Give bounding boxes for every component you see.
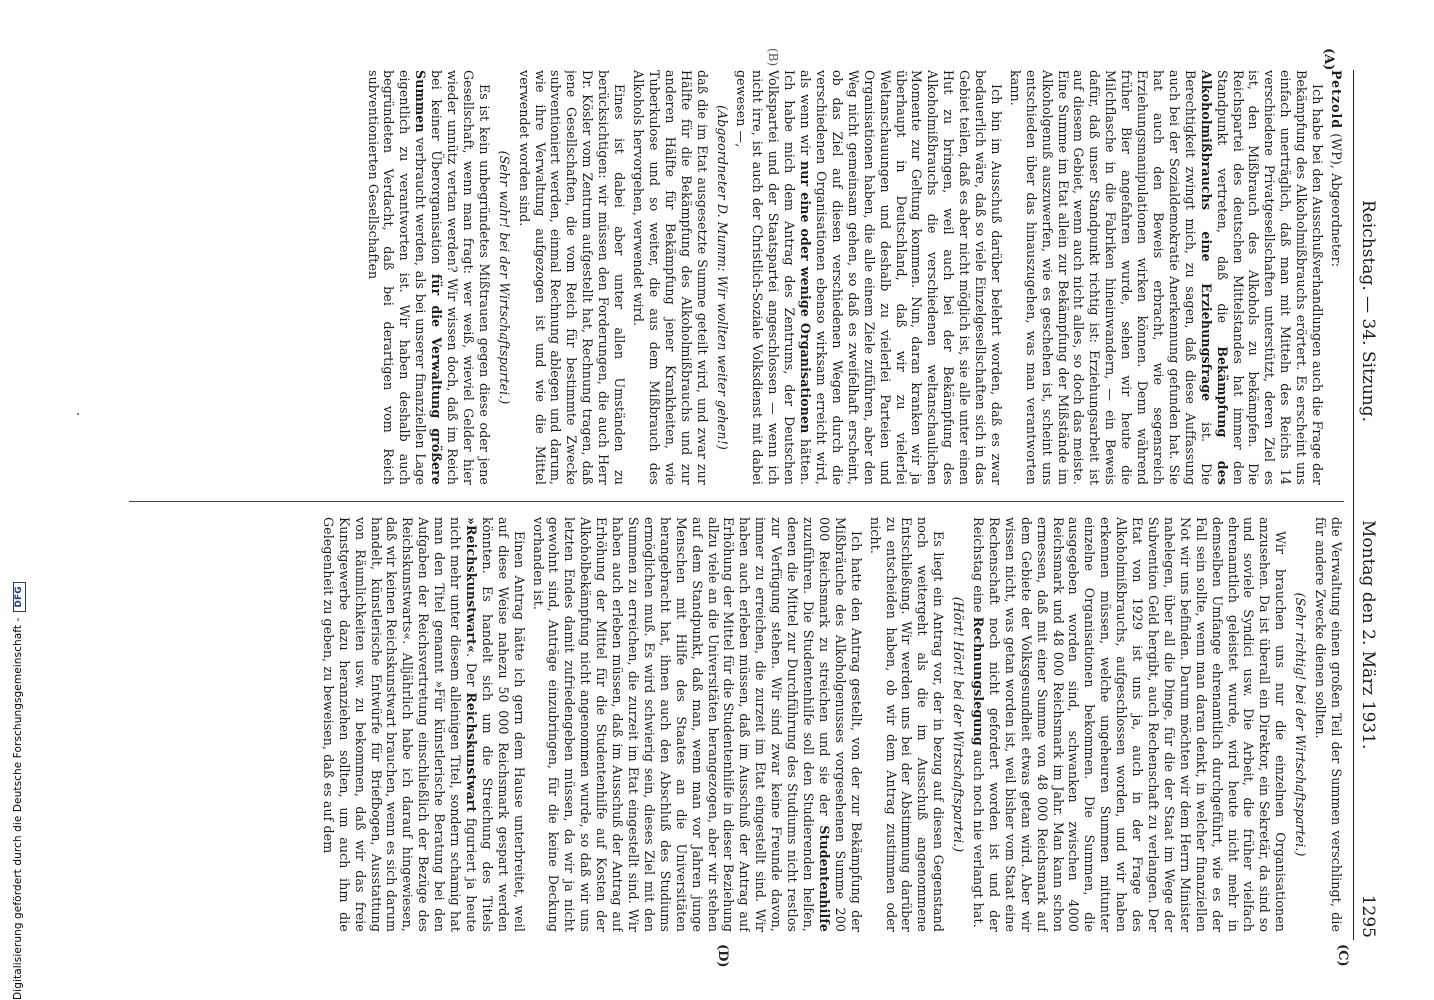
running-header — [1353, 70, 1380, 940]
text-run: auch noch nie verlangt hat. — [971, 749, 987, 928]
header-title: Reichstag. — 34. Sitzung. — [1358, 200, 1378, 423]
text-run: Ich hatte den Antrag gestellt, von der zur Bekämpfung der Mißbräuche des Alkoholgenusses vorgesehenen Summe 200 000 Reichsmark zu streichen und sie der — [816, 517, 864, 932]
left-text-column — [129, 70, 1344, 485]
scan-speck — [77, 413, 79, 415]
right-text-column — [129, 517, 1344, 932]
emphasis-text: Reichskunstwart — [463, 692, 479, 813]
margin-mark-b: (B) — [766, 48, 780, 67]
column-divider — [129, 501, 1344, 502]
interjection: (Sehr richtig! bei der Wirtschaftspartei.) — [1293, 592, 1309, 857]
text-run: verbraucht werden, als bei unserer finanziellen Lage eigentlich zu verantworten ist. Wir haben deshalb auch begründeten Verdacht, daß bei derartigen vom Reich subventionierten Gesellschaften — [365, 70, 429, 485]
rotated-printed-page — [120, 48, 1380, 968]
text-run: Ich habe bei den Ausschußverhandlungen auch die Frage der Bekämpfung des Alkoholmißbrauchs erörtert. Es erscheint uns einfach unerträglich, daß man mit Mitteln des Reichs 14 verschiedene Privatgesellschaften unterstützt, deren Ziel es ist, den Mißbrauch des Alkohols zu bekämpfen. Die Reichspartei des deutschen Mittelstandes hat immer den Standpunkt vertreten, daß die — [1214, 70, 1326, 485]
emphasis-text: Studentenhilfe — [816, 825, 832, 932]
text-run: Es ist kein unbegründetes Mißtrauen gegen diese oder jene Gesellschaft, wenn man fragt: wer weiß, wieviel Gelder hier wieder unnütz vertan werden? Wir wissen doch, daß im Reich bei keiner Überorganisation — [429, 70, 492, 485]
interjection: (Sehr wahr! bei der Wirtschaftspartei.) — [496, 150, 512, 405]
emphasis-text: für die Verwaltung größere Summen — [413, 70, 445, 485]
speech-paragraph — [320, 517, 527, 932]
emphasis-text: »Reichskunstwart« — [463, 517, 479, 654]
speech-paragraph — [365, 70, 492, 485]
header-date: Montag den 2. März 1931. — [1358, 520, 1378, 750]
page-number: 1295 — [1358, 894, 1378, 938]
interjection: (Abgeordneter D. Mumm: Wir wollten weiter gehen!) — [714, 105, 730, 450]
interjection: (Hört! Hört! bei der Wirtschaftspartei.) — [951, 596, 967, 853]
speech-paragraph — [530, 517, 864, 932]
text-run: zuzuführen. Die Studentenhilfe soll den Studierenden helfen, denen die Mittel zur Durchführung des Studiums nicht restlos zur Verfügung stehen. Wir sind zwar keine Freunde davon, immer zu erreichen, die zurzeit im Etat eingestellt sind. Wir haben auch erleben müssen, daß im Ausschuß der Antrag auf Erhöhung der Mittel für die Studentenhilfe in dieser Beziehung allzu viele an die Universitäten herangezogen, aber wir stehen auf dem Standpunkt, daß man, wenn man vor Jahren junge Menschen mit Hilfe des Staates an die Universitäten herangebracht hat, ihnen auch den Abschluß des Studiums ermöglichen muß. Es wird schwierig sein, dieses Ziel mit den Summen zu erreichen, die zurzeit im Etat eingestellt sind. Wir haben auch erleben müssen, daß im Ausschuß der Antrag auf Erhöhung der Mittel für die Studentenhilfe auf Kosten der Alkoholbekämpfung nicht angenommen wurde, so daß wir uns letzten Endes damit zufriedengeben müssen, da wir ja nicht gewohnt sind, Anträge einzubringen, für die keine Deckung vorhanden ist. — [530, 517, 816, 932]
text-run: . Der — [463, 653, 479, 687]
speech-paragraph — [734, 70, 1004, 485]
emphasis-text: Bekämpfung des Alkoholmißbrauchs eine Erziehungsfrage — [1198, 70, 1230, 485]
speech-paragraph — [1328, 70, 1344, 485]
speech-paragraph — [970, 517, 1288, 932]
speech-paragraph: Es liegt ein Antrag vor, der in bezug auf diesen Gegenstand noch weitergeht als die im Ausschuß angenommene Entschließung. Wir werden uns bei der Abstimmung darüber zu entscheiden haben, ob wir dem Antrag zustimmen oder nicht. — [867, 517, 947, 932]
emphasis-text: Rechnungslegung — [971, 616, 987, 746]
speech-paragraph: daß die im Etat ausgesetzte Summe geteilt wird, und zwar zur Hälfte für die Bekämpfung des Alkoholmißbrauchs und zur anderen Hälfte für Bekämpfung jener Krankheiten, wie Tuberkulose und so weiter, die aus dem Mißbrauch des Alkohols hervorgehen, verwendet wird. — [631, 70, 710, 485]
text-run: ist. Die Berechtigkeit zwingt mich, zu sagen, daß diese Auffassung auch bei der Sozialdemokratie Anerkennung gefunden hat. Sie hat auch den Beweis erbracht, wie segensreich Erziehungsmanipulationen wirken können. Denn während früher Bier angefahren wurde, sehen wir heute die Milchflasche in die Fabriken hineinwandern, — ein Beweis dafür, daß unser Standpunkt richtig ist: Erziehungsarbeit ist auf diesem Gebiet, wenn auch nicht alles, so doch das meiste. Eine Summe im Etat allein zur Bekämpfung der Mißstände im Alkoholgenuß auszuwerfen, wie es geschehen ist, scheint uns entschieden über das hinauszugehen, was man verantworten kann. — [1007, 70, 1214, 485]
text-run: hätten. Ich habe mich dem Antrag des Zentrums, der Deutschen Volkspartei und der Staatspartei angeschlossen — wenn ich nicht irre, ist auch der Christlich-Soziale Volksdienst mit dabei gewesen —, — [734, 70, 814, 485]
text-run: Ich bin im Ausschuß darüber belehrt worden, daß es zwar bedauerlich wäre, daß so viele Einzelgesellschaften sich in das Gebiet teilen, daß es aber nicht möglich ist, sie alle unter einen Hut zu bringen, weil auch bei der Bekämpfung des Alkoholmißbrauchs die verschiedenen weltanschaulichen Momente zur Geltung kommen. Nun, daran kranken wir ja überhaupt in Deutschland, daß wir zu vielerlei Weltanschauungen und deshalb zu vielerlei Parteien und Organisationen haben, die alle einem Ziele zuführen, aber den Weg nicht gemeinsam gehen, so daß es zweifelhaft erscheint, ob das Ziel auf diesen verschiedenen Wegen durch die verschiedenen Organisationen ebenso wirksam erreicht wird, als wenn wir — [798, 70, 1004, 485]
margin-mark-d: (D) — [715, 944, 730, 968]
speaker-role: (WP), Abgeordneter: — [1329, 129, 1344, 268]
speech-paragraph — [1007, 70, 1325, 485]
margin-mark-c: (C) — [1335, 944, 1350, 967]
speech-paragraph: Eines ist dabei aber unter allen Umständen zu berücksichtigen: wir müssen den Forderungen, die auch Herr Dr. Kösler vom Zentrum aufgestellt hat, Rechnung tragen, daß jene Gesellschaften, die vom Reich für bestimmte Zwecke subventioniert werden, einmal Rechnung ablegen und darum, wie ihre Verwaltung aufgezogen ist und wie die Mittel verwendet worden sind. — [516, 70, 628, 485]
dfg-logo: DFG — [13, 582, 26, 611]
digitization-credit — [12, 582, 26, 1000]
emphasis-text: nur eine oder wenige Organisationen — [798, 161, 814, 434]
credit-text: Digitalisierung gefördert durch die Deutsche Forschungsgemeinschaft - — [12, 617, 24, 1000]
text-run: Wir brauchen uns nur die einzelnen Organisationen anzusehen. Da ist überall ein Direktor, ein Sekretär, da sind so und soviele Syndici usw. Die Arbeit, die früher vielfach ehrenamtlich geleistet wurde, wird heute nicht mehr in demselben Umfange ehrenamtlich durchgeführt, wie es der Fall sein sollte, wenn man daran denkt, in welcher finanziellen Not wir uns befinden. Darum möchten wir dem Herrn Minister nahelegen, über all die Dinge, für die der Staat im Wege der Subvention Geld hergibt, auch Rechenschaft zu verlangen. Der Etat von 1929 ist uns ja, auch in der Frage des Alkoholmißbrauchs, aufgeschlossen worden, und wir haben erkennen müssen, welche ungeheuren Summen mitunter einzelne Organisationen bekommen. Die Summen, die ausgegeben worden sind, schwanken zwischen 4000 Reichsmark und 48 000 Reichsmark im Jahr. Man kann schon ermessen, daß mit einer Summe von 48 000 Reichsmark auf dem Gebiete der Volksgesundheit etwas getan wird. Aber wir wissen nicht, was getan worden ist, weil bisher vom Staat eine Rechenschaft noch nicht gefordert worden ist und der Reichstag eine — [971, 517, 1289, 932]
text-run: figuriert ja heute nicht mehr unter diesem alleinigen Titel, sondern schamig hat man den Titel genannt »Für künstlerische Beratung bei den Aufgaben der Reichsvertretung einschließlich der Bezüge des Reichskunstwarts«. Alljährlich habe ich darauf hingewiesen, daß wir keinen Reichskunstwart brauchen, wenn es sich darum handelt, künstlerische Entwürfe für Briefbogen, Ausstattung von Räumlichkeiten usw. zu bekommen, daß wir das freie Kunstgewerbe dazu heranziehen sollten, um auch ihm die Gelegenheit zu geben, zu beweisen, daß es auf dem — [320, 517, 479, 932]
speech-paragraph: die Verwaltung einen großen Teil der Summen verschlingt, die für andere Zwecke dienen sollten. — [1313, 517, 1344, 932]
text-run: Einen Antrag hätte ich gern dem Hause unterbreitet, weil auf diese Weise nahezu 50 000 Reichsmark gespart werden könnten. Es handelt sich um die Streichung des Titels — [479, 517, 527, 932]
margin-mark-a: (A) — [1321, 48, 1336, 71]
speaker-name: Petzold — [1329, 70, 1344, 130]
